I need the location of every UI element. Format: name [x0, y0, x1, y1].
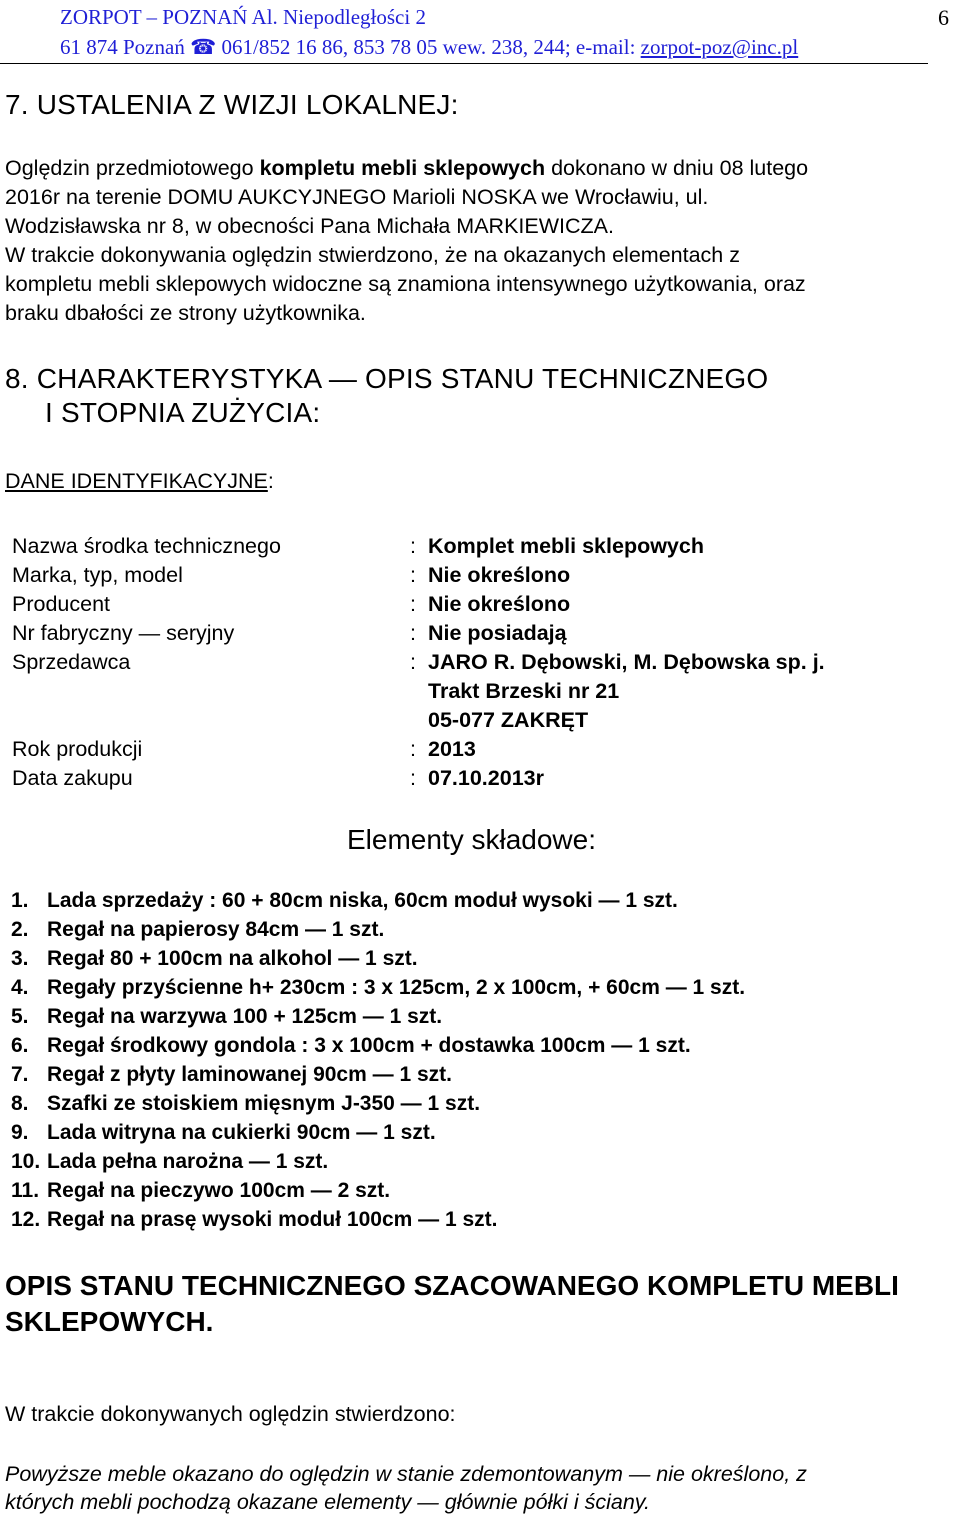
element-text: Regał z płyty laminowanej 90cm — 1 szt.: [47, 1063, 452, 1086]
element-num: 2.: [11, 918, 29, 941]
id-value-purchase-date: 07.10.2013r: [428, 766, 544, 790]
id-value-seller-city: 05-077 ZAKRĘT: [428, 708, 589, 732]
element-num: 5.: [11, 1005, 29, 1028]
condition-heading-line1: OPIS STANU TECHNICZNEGO SZACOWANEGO KOMPLETU MEBLI: [5, 1270, 899, 1301]
element-num: 8.: [11, 1092, 29, 1115]
element-num: 3.: [11, 947, 29, 970]
id-label-producer: Producent: [12, 592, 111, 616]
id-colon: :: [410, 766, 416, 790]
element-num: 11.: [11, 1179, 40, 1202]
element-num: 12.: [11, 1208, 41, 1231]
element-text: Regał na pieczywo 100cm — 2 szt.: [47, 1179, 391, 1202]
section-7-para2-line3: braku dbałości ze strony użytkownika.: [5, 301, 366, 325]
element-text: Regał na prasę wysoki moduł 100cm — 1 szt.: [47, 1208, 498, 1231]
identification-heading: [5, 467, 274, 496]
id-colon: :: [410, 563, 416, 587]
id-label-serial: Nr fabryczny — seryjny: [12, 621, 235, 645]
email-link[interactable]: zorpot-poz@inc.pl: [640, 35, 799, 59]
element-text: Szafki ze stoiskiem mięsnym J-350 — 1 szt.: [47, 1092, 481, 1115]
section-7-para2-line1: W trakcie dokonywania oględzin stwierdzono, że na okazanych elementach z: [5, 243, 740, 267]
identification-heading-text: DANE IDENTYFIKACYJNE: [5, 469, 268, 493]
element-num: 6.: [11, 1034, 29, 1057]
element-text: Regał 80 + 100cm na alkohol — 1 szt.: [47, 947, 418, 970]
section-8-heading-line1: 8. CHARAKTERYSTYKA — OPIS STANU TECHNICZNEGO: [5, 363, 769, 394]
id-label-seller: Sprzedawca: [12, 650, 131, 674]
section-7-para1-line2: 2016r na terenie DOMU AUKCYJNEGO Marioli NOSKA we Wrocławiu, ul.: [5, 185, 709, 209]
id-label-purchase-date: Data zakupu: [12, 766, 133, 790]
element-text: Regał na warzywa 100 + 125cm — 1 szt.: [47, 1005, 443, 1028]
id-label-brand: Marka, typ, model: [12, 563, 183, 587]
section-7-para2-line2: kompletu mebli sklepowych widoczne są znamiona intensywnego użytkowania, oraz: [5, 272, 806, 296]
element-num: 10.: [11, 1150, 41, 1173]
element-text: Lada pełna narożna — 1 szt.: [47, 1150, 329, 1173]
section-7-para1-line3: Wodzisławska nr 8, w obecności Pana Michała MARKIEWICZA.: [5, 214, 614, 238]
header-contact-line: [60, 35, 798, 59]
id-colon: :: [410, 534, 416, 558]
section-7-heading: 7. USTALENIA Z WIZJI LOKALNEJ:: [5, 89, 459, 120]
id-value-brand: Nie określono: [428, 563, 571, 587]
element-num: 9.: [11, 1121, 29, 1144]
page-number: 6: [938, 5, 949, 30]
element-num: 1.: [11, 889, 29, 912]
section-7-para1-line1: [5, 154, 808, 183]
condition-intro: W trakcie dokonywanych oględzin stwierdzono:: [5, 1402, 456, 1426]
elements-title: Elementy składowe:: [347, 824, 597, 855]
id-value-seller: JARO R. Dębowski, M. Dębowska sp. j.: [428, 650, 825, 674]
header-rule: [0, 63, 928, 64]
para1-line1-a: Oględzin przedmiotowego: [5, 156, 260, 180]
id-label-name: Nazwa środka technicznego: [12, 534, 281, 558]
id-colon: :: [410, 621, 416, 645]
id-value-year: 2013: [428, 737, 476, 761]
element-text: Regały przyścienne h+ 230cm : 3 x 125cm, 2 x 100cm, + 60cm — 1 szt.: [47, 976, 746, 999]
element-text: Lada witryna na cukierki 90cm — 1 szt.: [47, 1121, 436, 1144]
identification-heading-suffix: :: [267, 469, 274, 493]
para1-line1-c: dokonano w dniu 08 lutego: [545, 156, 809, 180]
id-colon: :: [410, 737, 416, 761]
element-text: Regał środkowy gondola : 3 x 100cm + dostawka 100cm — 1 szt.: [47, 1034, 691, 1057]
header-company-line: ZORPOT – POZNAŃ Al. Niepodległości 2: [60, 5, 426, 29]
element-text: Lada sprzedaży : 60 + 80cm niska, 60cm moduł wysoki — 1 szt.: [47, 889, 678, 912]
id-label-year: Rok produkcji: [12, 737, 143, 761]
id-colon: :: [410, 592, 416, 616]
header-contact-text: 61 874 Poznań ☎ 061/852 16 86, 853 78 05 wew. 238, 244; e-mail:: [60, 35, 641, 59]
condition-italic-line2: których mebli pochodzą okazane elementy — głównie półki i ściany.: [5, 1490, 650, 1514]
id-value-producer: Nie określono: [428, 592, 571, 616]
id-value-serial: Nie posiadają: [428, 621, 567, 645]
id-colon: :: [410, 650, 416, 674]
condition-italic-line1: Powyższe meble okazano do oględzin w stanie zdemontowanym — nie określono, z: [5, 1462, 807, 1486]
element-num: 7.: [11, 1063, 29, 1086]
element-num: 4.: [11, 976, 29, 999]
id-value-name: Komplet mebli sklepowych: [428, 534, 704, 558]
id-value-seller-street: Trakt Brzeski nr 21: [428, 679, 620, 703]
condition-heading-line2: SKLEPOWYCH.: [5, 1306, 214, 1337]
element-text: Regał na papierosy 84cm — 1 szt.: [47, 918, 385, 941]
para1-line1-b: kompletu mebli sklepowych: [259, 156, 546, 180]
section-8-heading-line2: I STOPNIA ZUŻYCIA:: [45, 397, 321, 428]
